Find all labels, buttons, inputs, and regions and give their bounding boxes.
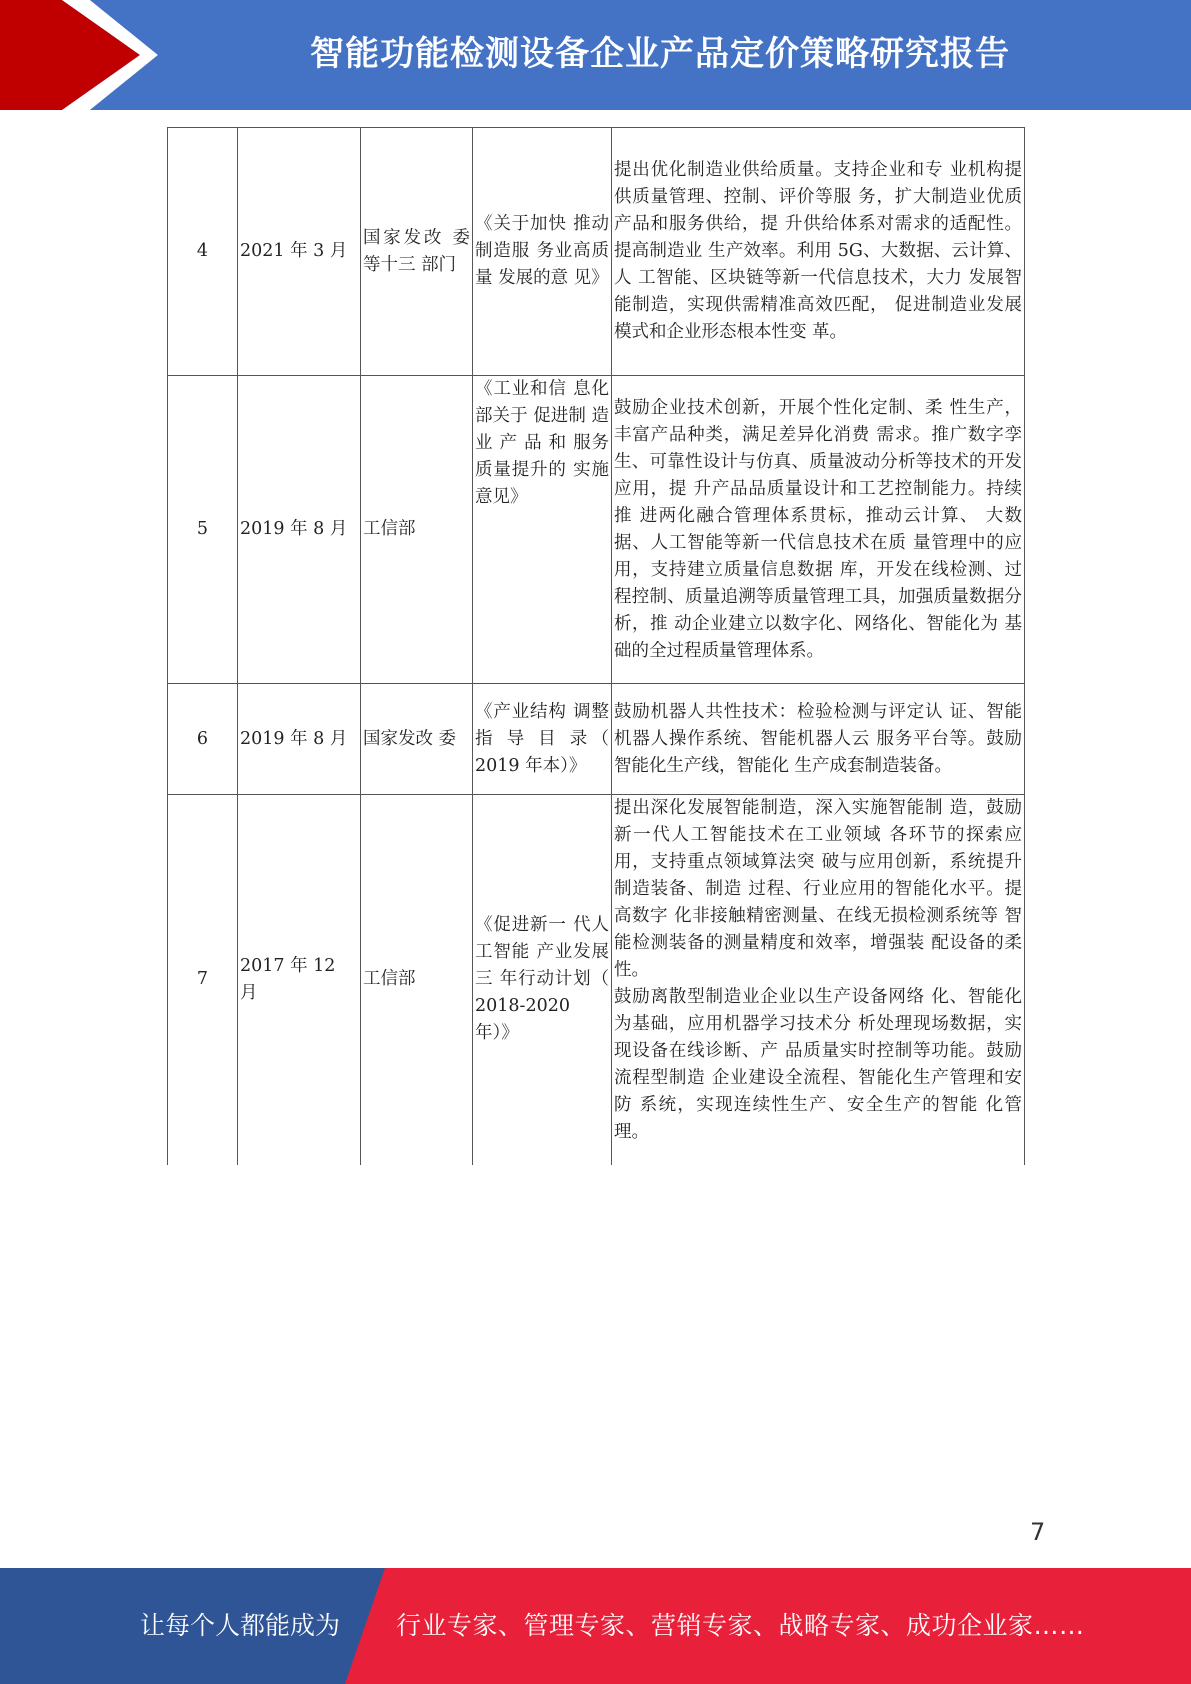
issue-date: 2019 年 8 月 [238,376,361,684]
issue-date: 2019 年 8 月 [238,684,361,795]
issuing-agency: 国家发改 委 [361,684,473,795]
issue-date: 2017 年 12 月 [238,795,361,1165]
page-footer [0,1568,1191,1684]
footer-slogan-right: 行业专家、管理专家、营销专家、战略专家、成功企业家…… [396,1611,1085,1640]
policy-content: 鼓励企业技术创新，开展个性化定制、柔 性生产，丰富产品种类，满足差异化消费 需求。推广数字孪生、可靠性设计与仿真、质量波动分析等技术的开发应用，提 升产品品质量设计和工艺控制能力。持续推 进两化融合管理体系贯标，推动云计算、 大数据、人工智能等新一代信息技术在质 量管理中的应用，支持建立质量信息数据 库，开发在线检测、过程控制、质量追溯等质量管理工具，加强质量数据分析，推 动企业建立以数字化、网络化、智能化为 基础的全过程质量管理体系。 [612,376,1025,684]
report-title: 智能功能检测设备企业产品定价策略研究报告 [310,34,1010,74]
table-row [168,128,1025,376]
policy-content-paragraph: 提出深化发展智能制造，深入实施智能制 造，鼓励新一代人工智能技术在工业领域 各环节的探索应用，支持重点领域算法突 破与应用创新，系统提升制造装备、制造 过程、行业应用的智能化水平。提高数字 化非接触精密测量、在线无损检测系统等 智能检测装备的测量精度和效率，增强装 配设备的柔性。 [614,798,1022,980]
policy-document: 《促进新一 代人工智能 产业发展三 年行动计划（ 2018-2020 年）》 [473,795,612,1165]
policy-content-paragraph: 鼓励离散型制造业企业以生产设备网络 化、智能化为基础，应用机器学习技术分 析处理现场数据，实现设备在线诊断、产 品质量实时控制等功能。鼓励流程型制造 企业建设全流程、智能化生产管理和安防 系统，实现连续性生产、安全生产的智能 化管理。 [614,987,1022,1142]
policy-content [612,795,1025,1165]
table-row [168,795,1025,1165]
page-header [0,0,1191,110]
row-number: 4 [168,128,238,376]
row-number: 6 [168,684,238,795]
policy-content: 提出优化制造业供给质量。支持企业和专 业机构提供质量管理、控制、评价等服 务，扩大制造业优质产品和服务供给，提 升供给体系对需求的适配性。提高制造业 生产效率。利用 5G、大数据、云计算、人 工智能、区块链等新一代信息技术，大力 发展智能制造，实现供需精准高效匹配， 促进制造业发展模式和企业形态根本性变 革。 [612,128,1025,376]
issuing-agency: 工信部 [361,376,473,684]
row-number: 7 [168,795,238,1165]
issuing-agency: 国家发改 委等十三 部门 [361,128,473,376]
table-row [168,376,1025,684]
page-number: 7 [1030,1518,1046,1546]
policy-document: 《工业和信 息化部关于 促进制 造 业 产 品 和 服务 质量提升的 实施意见》 [473,376,612,684]
policy-content: 鼓励机器人共性技术：检验检测与评定认 证、智能机器人操作系统、智能机器人云 服务平台等。鼓励智能化生产线，智能化 生产成套制造装备。 [612,684,1025,795]
policy-document: 《关于加快 推动制造服 务业高质量 发展的意 见》 [473,128,612,376]
issue-date: 2021 年 3 月 [238,128,361,376]
row-number: 5 [168,376,238,684]
issuing-agency: 工信部 [361,795,473,1165]
footer-slogan-left: 让每个人都能成为 [140,1611,341,1640]
table-row [168,684,1025,795]
policy-table [167,127,1025,1165]
policy-document: 《产业结构 调整 指 导 目 录（ 2019 年本）》 [473,684,612,795]
